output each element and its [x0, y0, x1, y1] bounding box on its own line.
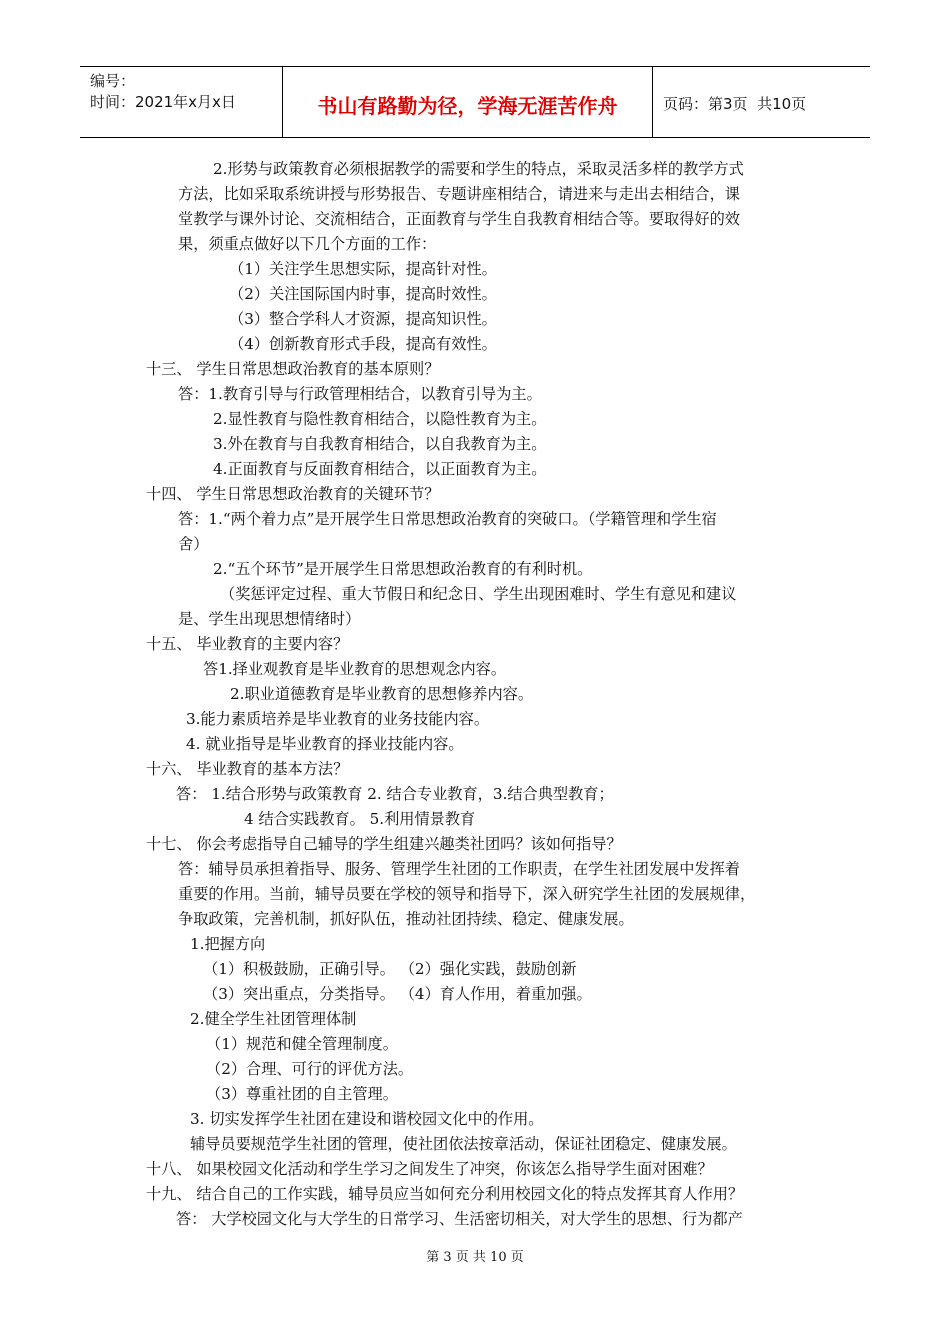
text-line: 果，须重点做好以下几个方面的工作：: [178, 235, 437, 253]
text-line: 2.“五个环节”是开展学生日常思想政治教育的有利时机。: [213, 560, 593, 578]
header-meta: [80, 67, 283, 137]
question-heading: 十五、 毕业教育的主要内容？: [146, 635, 349, 653]
question-heading: 十九、 结合自己的工作实践，辅导员应当如何充分利用校园文化的特点发挥其育人作用？: [146, 1185, 744, 1203]
text-line: 答： 1.结合形势与政策教育 2. 结合专业教育，3.结合典型教育；: [176, 785, 614, 803]
text-line: 3.外在教育与自我教育相结合，以自我教育为主。: [213, 435, 547, 453]
text-line: 争取政策，完善机制，抓好队伍，推动社团持续、稳定、健康发展。: [178, 910, 634, 928]
text-line: 4. 就业指导是毕业教育的择业技能内容。: [186, 735, 464, 753]
text-line: 4.正面教育与反面教育相结合，以正面教育为主。: [213, 460, 547, 478]
text-line: 2.形势与政策教育必须根据教学的需要和学生的特点，采取灵活多样的教学方式: [213, 160, 744, 178]
header-date: 时间：2021年x月x日: [90, 93, 236, 111]
text-line: （2）关注国际国内时事，提高时效性。: [229, 285, 497, 303]
text-line: 堂教学与课外讨论、交流相结合，正面教育与学生自我教育相结合等。要取得好的效: [178, 210, 740, 228]
text-line: （1）关注学生思想实际，提高针对性。: [229, 260, 497, 278]
text-line: 舍）: [178, 535, 209, 553]
text-line: （2）合理、可行的评优方法。: [206, 1060, 414, 1078]
text-line: 2.显性教育与隐性教育相结合，以隐性教育为主。: [213, 410, 547, 428]
text-line: 1.把握方向: [190, 935, 266, 953]
page-footer: [0, 1246, 950, 1265]
text-line: 3.能力素质培养是毕业教育的业务技能内容。: [186, 710, 490, 728]
text-line: 答：1.教育引导与行政管理相结合，以教育引导为主。: [178, 385, 542, 403]
question-heading: 十四、 学生日常思想政治教育的关键环节？: [146, 485, 440, 503]
text-line: 3. 切实发挥学生社团在建设和谐校园文化中的作用。: [190, 1110, 544, 1128]
text-line: 方法，比如采取系统讲授与形势报告、专题讲座相结合，请进来与走出去相结合，课: [178, 185, 740, 203]
text-line: （3）尊重社团的自主管理。: [206, 1085, 398, 1103]
footer-page-number: 第 3 页 共 10 页: [426, 1250, 524, 1265]
text-line: 答1.择业观教育是毕业教育的思想观念内容。: [203, 660, 507, 678]
question-heading: 十三、 学生日常思想政治教育的基本原则？: [146, 360, 440, 378]
text-line: 4 结合实践教育。 5.利用情景教育: [244, 810, 476, 828]
text-line: （3）突出重点，分类指导。 （4）育人作用，着重加强。: [203, 985, 592, 1003]
text-line: 答：辅导员承担着指导、服务、管理学生社团的工作职责，在学生社团发展中发挥着: [178, 860, 740, 878]
text-line: 辅导员要规范学生社团的管理，使社团依法按章活动，保证社团稳定、健康发展。: [190, 1135, 737, 1153]
question-heading: 十七、 你会考虑指导自己辅导的学生组建兴趣类社团吗？该如何指导？: [146, 835, 622, 853]
text-line: （奖惩评定过程、重大节假日和纪念日、学生出现困难时、学生有意见和建议: [220, 585, 737, 603]
text-line: （4）创新教育形式手段，提高有效性。: [229, 335, 497, 353]
text-line: 2.职业道德教育是毕业教育的思想修养内容。: [230, 685, 534, 703]
header-number: 编号：: [90, 72, 136, 90]
header-page-info: [653, 67, 870, 137]
text-line: （1）规范和健全管理制度。: [206, 1035, 398, 1053]
question-heading: 十六、 毕业教育的基本方法？: [146, 760, 349, 778]
text-line: 答：1.“两个着力点”是开展学生日常思想政治教育的突破口。（学籍管理和学生宿: [178, 510, 717, 528]
text-line: 重要的作用。当前，辅导员要在学校的领导和指导下，深入研究学生社团的发展规律，: [178, 885, 756, 903]
header-page-label: 页码：第3页 共10页: [663, 94, 807, 113]
text-line: （1）积极鼓励，正确引导。 （2）强化实践，鼓励创新: [203, 960, 577, 978]
header-motto: 书山有路勤为径，学海无涯苦作舟: [283, 67, 653, 137]
text-line: 答： 大学校园文化与大学生的日常学习、生活密切相关，对大学生的思想、行为都产: [176, 1210, 743, 1228]
text-line: 是、学生出现思想情绪时）: [178, 610, 361, 628]
question-heading: 十八、 如果校园文化活动和学生学习之间发生了冲突，你该怎么指导学生面对困难？: [146, 1160, 713, 1178]
page-header: [80, 66, 870, 138]
text-line: （3）整合学科人才资源，提高知识性。: [229, 310, 497, 328]
text-line: 2.健全学生社团管理体制: [190, 1010, 357, 1028]
